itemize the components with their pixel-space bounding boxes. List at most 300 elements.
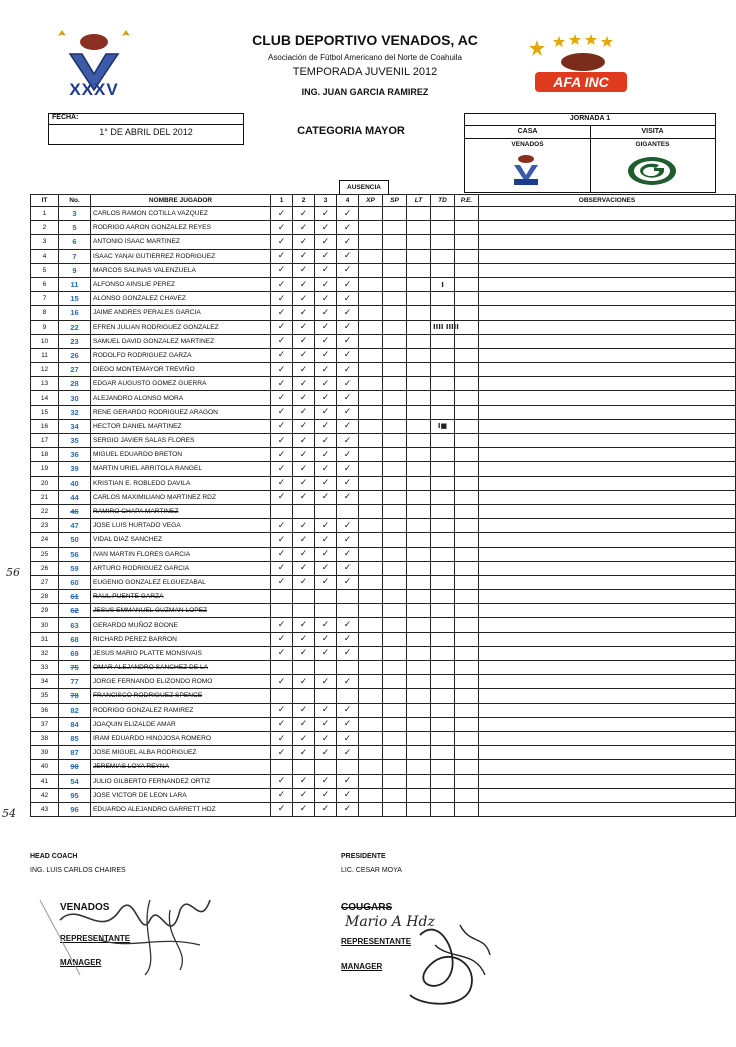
table-row — [31, 221, 736, 235]
row-q2-check: ✓ — [293, 802, 315, 816]
row-q3-check — [315, 604, 337, 618]
row-q2-check: ✓ — [293, 788, 315, 802]
row-sp — [383, 632, 407, 646]
row-q3-check: ✓ — [315, 490, 337, 504]
row-q1-check: ✓ — [271, 249, 293, 263]
row-q4-check: ✓ — [337, 490, 359, 504]
row-name: EDUARDO ALEJANDRO GARRETT HDZ — [91, 802, 271, 816]
row-observaciones — [479, 533, 736, 547]
row-it: 35 — [31, 689, 59, 703]
row-q1-check: ✓ — [271, 320, 293, 334]
row-number: 44 — [59, 490, 91, 504]
table-row — [31, 802, 736, 816]
row-xp — [359, 774, 383, 788]
jornada-box — [464, 113, 716, 193]
row-sp — [383, 675, 407, 689]
row-pe — [455, 519, 479, 533]
row-it: 13 — [31, 377, 59, 391]
col-q2: 2 — [293, 195, 315, 207]
row-q1-check: ✓ — [271, 703, 293, 717]
row-lt — [407, 292, 431, 306]
table-row — [31, 604, 736, 618]
row-number: 26 — [59, 348, 91, 362]
row-xp — [359, 519, 383, 533]
col-q1: 1 — [271, 195, 293, 207]
row-name: EFREN JULIAN RODRIGUEZ GONZALEZ — [91, 320, 271, 334]
row-sp — [383, 405, 407, 419]
row-pe — [455, 802, 479, 816]
row-xp — [359, 504, 383, 518]
table-row — [31, 703, 736, 717]
row-xp — [359, 575, 383, 589]
head-coach-name: ING. LUIS CARLOS CHAIRES — [30, 867, 126, 874]
row-lt — [407, 306, 431, 320]
row-xp — [359, 419, 383, 433]
row-xp — [359, 462, 383, 476]
row-number: 23 — [59, 334, 91, 348]
row-xp — [359, 263, 383, 277]
casa-team: VENADOS — [511, 141, 544, 148]
row-observaciones — [479, 490, 736, 504]
row-q1-check: ✓ — [271, 575, 293, 589]
fecha-label: FECHA: — [52, 114, 79, 121]
table-row — [31, 590, 736, 604]
row-q3-check: ✓ — [315, 533, 337, 547]
row-td — [431, 575, 455, 589]
row-name: JAIME ANDRES PERALES GARCIA — [91, 306, 271, 320]
row-td — [431, 661, 455, 675]
row-sp — [383, 504, 407, 518]
row-q4-check: ✓ — [337, 235, 359, 249]
right-signature — [390, 905, 500, 1015]
row-pe — [455, 391, 479, 405]
row-td — [431, 519, 455, 533]
row-q4-check: ✓ — [337, 391, 359, 405]
row-q1-check — [271, 760, 293, 774]
row-name: ALEJANDRO ALONSO MORA — [91, 391, 271, 405]
row-q4-check: ✓ — [337, 405, 359, 419]
row-q1-check: ✓ — [271, 405, 293, 419]
table-row — [31, 746, 736, 760]
row-q1-check: ✓ — [271, 802, 293, 816]
row-name: JULIO GILBERTO FERNANDEZ ORTIZ — [91, 774, 271, 788]
row-pe — [455, 731, 479, 745]
row-number: 30 — [59, 391, 91, 405]
table-row — [31, 575, 736, 589]
row-q2-check — [293, 504, 315, 518]
row-q4-check: ✓ — [337, 731, 359, 745]
row-pe — [455, 561, 479, 575]
row-td — [431, 746, 455, 760]
engineer-name: ING. JUAN GARCIA RAMIREZ — [301, 87, 429, 97]
row-number: 62 — [59, 604, 91, 618]
row-q2-check: ✓ — [293, 207, 315, 221]
row-xp — [359, 632, 383, 646]
row-td: I■ — [431, 419, 455, 433]
row-lt — [407, 561, 431, 575]
row-it: 38 — [31, 731, 59, 745]
row-name: IRAM EDUARDO HINOJOSA ROMERO — [91, 731, 271, 745]
row-it: 24 — [31, 533, 59, 547]
venados-mini-logo — [508, 153, 544, 192]
row-name: RODRIGO GONZALEZ RAMIREZ — [91, 703, 271, 717]
row-q2-check — [293, 604, 315, 618]
row-it: 26 — [31, 561, 59, 575]
row-observaciones — [479, 405, 736, 419]
row-observaciones — [479, 774, 736, 788]
row-number: 54 — [59, 774, 91, 788]
row-pe — [455, 632, 479, 646]
right-team-name: COUGARS — [341, 902, 393, 913]
row-q4-check: ✓ — [337, 746, 359, 760]
visita-label: VISITA — [641, 128, 664, 135]
row-q2-check: ✓ — [293, 703, 315, 717]
row-pe — [455, 249, 479, 263]
row-observaciones — [479, 462, 736, 476]
row-q1-check: ✓ — [271, 476, 293, 490]
row-sp — [383, 788, 407, 802]
left-manager-label: MANAGER — [60, 958, 102, 967]
row-it: 42 — [31, 788, 59, 802]
row-q1-check — [271, 689, 293, 703]
row-pe — [455, 575, 479, 589]
row-td — [431, 774, 455, 788]
left-signature — [40, 880, 220, 980]
row-it: 23 — [31, 519, 59, 533]
row-number: 68 — [59, 632, 91, 646]
row-pe — [455, 760, 479, 774]
row-observaciones — [479, 519, 736, 533]
left-representante-label: REPRESENTANTE — [60, 934, 131, 943]
row-td: I — [431, 277, 455, 291]
row-q2-check: ✓ — [293, 717, 315, 731]
row-pe — [455, 590, 479, 604]
row-xp — [359, 448, 383, 462]
presidente-name: LIC. CESAR MOYA — [341, 867, 402, 874]
row-q3-check: ✓ — [315, 363, 337, 377]
row-sp — [383, 391, 407, 405]
row-xp — [359, 533, 383, 547]
row-name: JOAQUIN ELIZALDE AMAR — [91, 717, 271, 731]
row-pe — [455, 604, 479, 618]
row-observaciones — [479, 235, 736, 249]
afa-inc-logo — [525, 30, 635, 96]
row-xp — [359, 689, 383, 703]
row-q2-check: ✓ — [293, 277, 315, 291]
row-q2-check: ✓ — [293, 561, 315, 575]
row-lt — [407, 519, 431, 533]
row-xp — [359, 604, 383, 618]
casa-label: CASA — [517, 128, 538, 135]
row-lt — [407, 434, 431, 448]
row-observaciones — [479, 703, 736, 717]
row-td — [431, 221, 455, 235]
row-pe — [455, 462, 479, 476]
row-lt — [407, 590, 431, 604]
col-q3: 3 — [315, 195, 337, 207]
row-xp — [359, 221, 383, 235]
row-observaciones — [479, 547, 736, 561]
table-row — [31, 462, 736, 476]
row-number: 56 — [59, 547, 91, 561]
row-number: 47 — [59, 519, 91, 533]
row-td — [431, 504, 455, 518]
row-q3-check: ✓ — [315, 448, 337, 462]
row-q1-check: ✓ — [271, 561, 293, 575]
row-observaciones — [479, 618, 736, 632]
row-q2-check: ✓ — [293, 646, 315, 660]
row-observaciones — [479, 561, 736, 575]
row-xp — [359, 590, 383, 604]
row-lt — [407, 675, 431, 689]
row-it: 4 — [31, 249, 59, 263]
row-sp — [383, 575, 407, 589]
row-observaciones — [479, 320, 736, 334]
row-xp — [359, 760, 383, 774]
row-xp — [359, 306, 383, 320]
row-q4-check: ✓ — [337, 249, 359, 263]
row-it: 18 — [31, 448, 59, 462]
row-xp — [359, 348, 383, 362]
row-td — [431, 348, 455, 362]
row-q4-check: ✓ — [337, 561, 359, 575]
row-number: 6 — [59, 235, 91, 249]
row-td — [431, 689, 455, 703]
row-pe — [455, 533, 479, 547]
row-xp — [359, 646, 383, 660]
row-q3-check: ✓ — [315, 675, 337, 689]
col-q4: 4 — [337, 195, 359, 207]
row-q1-check — [271, 504, 293, 518]
row-q2-check: ✓ — [293, 675, 315, 689]
table-row — [31, 519, 736, 533]
row-sp — [383, 703, 407, 717]
row-pe — [455, 675, 479, 689]
row-q2-check: ✓ — [293, 320, 315, 334]
row-q4-check: ✓ — [337, 292, 359, 306]
row-it: 20 — [31, 476, 59, 490]
table-row — [31, 363, 736, 377]
row-lt — [407, 249, 431, 263]
row-name: SERGIO JAVIER SALAS FLORES — [91, 434, 271, 448]
table-row — [31, 646, 736, 660]
row-q1-check: ✓ — [271, 263, 293, 277]
row-it: 14 — [31, 391, 59, 405]
row-q4-check: ✓ — [337, 802, 359, 816]
row-observaciones — [479, 689, 736, 703]
row-q3-check — [315, 661, 337, 675]
row-q2-check: ✓ — [293, 462, 315, 476]
row-xp — [359, 292, 383, 306]
row-lt — [407, 334, 431, 348]
row-q2-check: ✓ — [293, 363, 315, 377]
visita-team: GIGANTES — [635, 141, 670, 148]
row-lt — [407, 277, 431, 291]
row-pe — [455, 504, 479, 518]
table-row — [31, 235, 736, 249]
row-pe — [455, 774, 479, 788]
row-q1-check: ✓ — [271, 618, 293, 632]
row-q2-check: ✓ — [293, 476, 315, 490]
table-row — [31, 391, 736, 405]
row-lt — [407, 802, 431, 816]
row-q3-check — [315, 504, 337, 518]
row-sp — [383, 689, 407, 703]
row-q3-check: ✓ — [315, 405, 337, 419]
row-q1-check: ✓ — [271, 533, 293, 547]
row-number: 3 — [59, 207, 91, 221]
row-sp — [383, 590, 407, 604]
row-it: 37 — [31, 717, 59, 731]
row-observaciones — [479, 717, 736, 731]
table-row — [31, 774, 736, 788]
row-number: 96 — [59, 802, 91, 816]
row-td — [431, 306, 455, 320]
row-q3-check: ✓ — [315, 235, 337, 249]
row-sp — [383, 434, 407, 448]
table-row — [31, 419, 736, 433]
row-lt — [407, 221, 431, 235]
row-it: 39 — [31, 746, 59, 760]
row-name: HECTOR DANIEL MARTINEZ — [91, 419, 271, 433]
row-observaciones — [479, 476, 736, 490]
row-observaciones — [479, 590, 736, 604]
row-td — [431, 590, 455, 604]
jornada-label: JORNADA 1 — [569, 115, 611, 122]
col-td: TD — [431, 195, 455, 207]
row-it: 16 — [31, 419, 59, 433]
row-name: RAUL PUENTE GARZA — [91, 590, 271, 604]
row-sp — [383, 802, 407, 816]
row-td — [431, 448, 455, 462]
row-td — [431, 731, 455, 745]
row-xp — [359, 277, 383, 291]
row-sp — [383, 249, 407, 263]
col-xp: XP — [359, 195, 383, 207]
row-lt — [407, 689, 431, 703]
row-number: 32 — [59, 405, 91, 419]
row-q3-check: ✓ — [315, 519, 337, 533]
fecha-value: 1° DE ABRIL DEL 2012 — [99, 127, 193, 137]
row-q4-check: ✓ — [337, 306, 359, 320]
row-name: JOSE VICTOR DE LEON LARA — [91, 788, 271, 802]
table-row — [31, 320, 736, 334]
row-q2-check: ✓ — [293, 249, 315, 263]
row-lt — [407, 448, 431, 462]
row-xp — [359, 675, 383, 689]
row-name: KRISTIAN E. ROBLEDO DAVILA — [91, 476, 271, 490]
row-q3-check: ✓ — [315, 462, 337, 476]
row-observaciones — [479, 363, 736, 377]
row-name: DIEGO MONTEMAYOR TREVIÑO — [91, 363, 271, 377]
row-pe — [455, 434, 479, 448]
row-observaciones — [479, 277, 736, 291]
table-row — [31, 675, 736, 689]
row-q4-check: ✓ — [337, 774, 359, 788]
row-it: 11 — [31, 348, 59, 362]
row-xp — [359, 802, 383, 816]
row-pe — [455, 661, 479, 675]
row-td — [431, 249, 455, 263]
row-q2-check — [293, 760, 315, 774]
row-lt — [407, 661, 431, 675]
row-it: 25 — [31, 547, 59, 561]
table-row — [31, 263, 736, 277]
row-name: MARCOS SALINAS VALENZUELA — [91, 263, 271, 277]
row-td — [431, 788, 455, 802]
category-title: CATEGORIA MAYOR — [297, 125, 405, 137]
row-it: 17 — [31, 434, 59, 448]
col-pe: P.E. — [455, 195, 479, 207]
row-observaciones — [479, 348, 736, 362]
row-lt — [407, 575, 431, 589]
row-name: JESUS MARIO PLATTE MONSIVAIS — [91, 646, 271, 660]
row-name: ANTONIO ISAAC MARTINEZ — [91, 235, 271, 249]
row-sp — [383, 717, 407, 731]
row-td — [431, 263, 455, 277]
logo-text: AFA INC — [553, 74, 609, 90]
row-observaciones — [479, 249, 736, 263]
row-name: SAMUEL DAVID GONZALEZ MARTINEZ — [91, 334, 271, 348]
row-q3-check: ✓ — [315, 746, 337, 760]
row-xp — [359, 207, 383, 221]
row-pe — [455, 419, 479, 433]
row-q4-check: ✓ — [337, 363, 359, 377]
row-pe — [455, 448, 479, 462]
row-number: 69 — [59, 646, 91, 660]
row-number: 95 — [59, 788, 91, 802]
row-q3-check: ✓ — [315, 434, 337, 448]
row-q3-check: ✓ — [315, 391, 337, 405]
roster-table — [30, 194, 736, 817]
row-it: 41 — [31, 774, 59, 788]
row-lt — [407, 533, 431, 547]
table-row — [31, 561, 736, 575]
presidente-label: PRESIDENTE — [341, 853, 386, 860]
row-xp — [359, 320, 383, 334]
row-number: 35 — [59, 434, 91, 448]
row-q4-check: ✓ — [337, 788, 359, 802]
row-it: 22 — [31, 504, 59, 518]
row-pe — [455, 221, 479, 235]
row-number: 82 — [59, 703, 91, 717]
row-lt — [407, 646, 431, 660]
row-pe — [455, 235, 479, 249]
table-row — [31, 547, 736, 561]
row-xp — [359, 476, 383, 490]
row-it: 5 — [31, 263, 59, 277]
row-it: 1 — [31, 207, 59, 221]
row-q2-check: ✓ — [293, 632, 315, 646]
row-q1-check — [271, 590, 293, 604]
row-lt — [407, 760, 431, 774]
row-q1-check: ✓ — [271, 462, 293, 476]
table-row — [31, 377, 736, 391]
row-q1-check: ✓ — [271, 675, 293, 689]
left-team-name: VENADOS — [60, 902, 110, 913]
row-it: 6 — [31, 277, 59, 291]
head-coach-label: HEAD COACH — [30, 853, 78, 860]
row-q3-check: ✓ — [315, 575, 337, 589]
row-number: 15 — [59, 292, 91, 306]
row-pe — [455, 405, 479, 419]
row-observaciones — [479, 802, 736, 816]
row-q1-check — [271, 661, 293, 675]
row-xp — [359, 788, 383, 802]
row-q4-check: ✓ — [337, 462, 359, 476]
row-q3-check: ✓ — [315, 263, 337, 277]
row-xp — [359, 391, 383, 405]
